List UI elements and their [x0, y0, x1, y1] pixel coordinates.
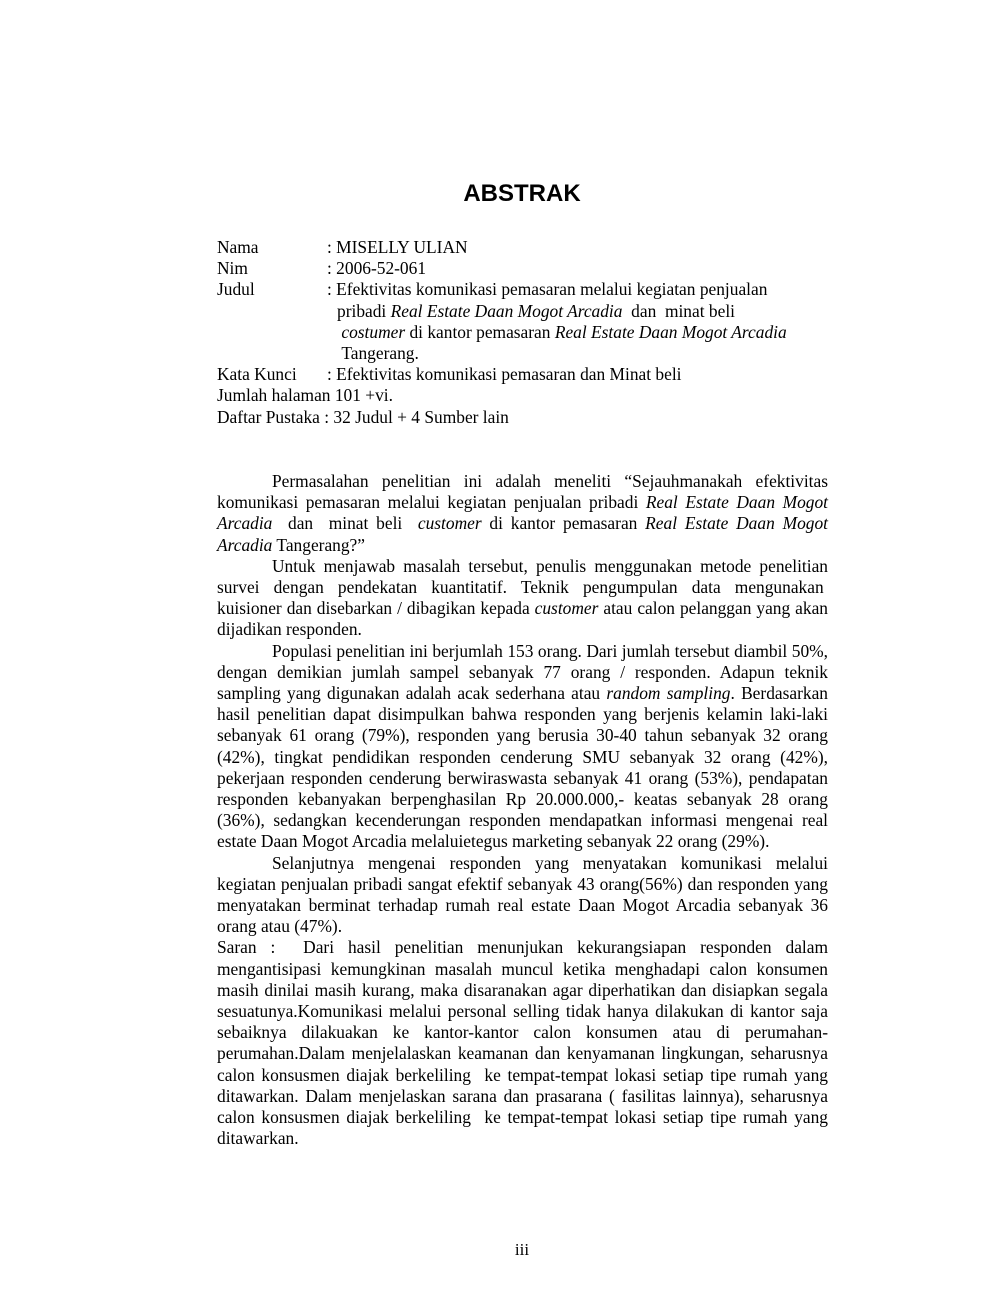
- paragraph-1: Permasalahan penelitian ini adalah meneliti “Sejauhmanakah efektivitas komunikasi pemasaran melalui kegiatan penjualan pribadi Real Estate Daan Mogot Arcadia dan minat beli customer di kantor pemasaran Real Estate Daan Mogot Arcadia Tangerang?”: [217, 471, 829, 555]
- kata-kunci-row: [217, 364, 837, 385]
- daftar-pustaka: [217, 407, 837, 428]
- paragraph-2: Untuk menjawab masalah tersebut, penulis menggunakan metode penelitian survei dengan pendekatan kuantitatif. Teknik pengumpulan data mengunakan kuisioner dan disebarkan / dibagikan kepada customer atau calon pelanggan yang akan dijadikan responden.: [217, 555, 828, 640]
- kata-kunci-value: : Efektivitas komunikasi pemasaran dan Minat beli: [327, 364, 682, 385]
- page-title: ABSTRAK: [463, 180, 581, 207]
- jumlah-halaman: [217, 385, 837, 406]
- saran-paragraph: Saran : Dari hasil penelitian menunjukan kekurangsiapan responden dalam mengantisipasi kemungkinan masalah muncul ketika menghadapi calon konsumen masih dinilai masih kurang, maka disaranakan agar diperhatikan dan disiapkan segala sesuatunya.Komunikasi melalui personal selling tidak hanya dilakukan di kantor saja sebaiknya dilakuakan ke kantor-kantor calon konsumen atau di perumahan-perumahan.Dalam menjelalaskan keamanan dan kenyamanan lingkungan, seharusnya calon konsusmen diajak berkeliling ke tempat-tempat lokasi setiap tipe rumah yang ditawarkan. Dalam menjelaskan sarana dan prasarana ( fasilitas lainnya), seharusnya calon konsusmen diajak berkeliling ke tempat-tempat lokasi setiap tipe rumah yang ditawarkan.: [217, 937, 828, 1149]
- nama-label: Nama: [217, 237, 259, 257]
- nim-row: [217, 258, 837, 279]
- judul-line-1: : Efektivitas komunikasi pemasaran melalui kegiatan penjualan: [327, 279, 768, 300]
- jumlah-halaman-text: Jumlah halaman 101 +vi.: [217, 385, 393, 406]
- paragraph-3: Populasi penelitian ini berjumlah 153 orang. Dari jumlah tersebut diambil 50%, dengan demikian jumlah sampel sebanyak 77 orang / responden. Adapun teknik sampling yang digunakan adalah acak sederhana atau random sampling. Berdasarkan hasil penelitian dapat disimpulkan bahwa responden yang berjenis kelamin laki-laki sebanyak 61 orang (79%), responden yang berusia 30-40 tahun sebanyak 32 orang (42%), tingkat pendidikan responden cenderung SMU sebanyak 32 orang (42%), pekerjaan responden cenderung berwiraswasta sebanyak 41 orang (53%), pendapatan responden kebanyakan berpenghasilan Rp 20.000.000,- keatas sebanyak 28 orang (36%), sedangkan kecenderungan responden mendapatkan informasi mengenai real estate Daan Mogot Arcadia melaluietegus marketing sebanyak 22 orang (29%).: [217, 640, 828, 852]
- judul-row: [217, 279, 837, 300]
- thesis-metadata: [217, 237, 837, 428]
- daftar-pustaka-text: Daftar Pustaka : 32 Judul + 4 Sumber lain: [217, 406, 509, 427]
- judul-row-4: [217, 343, 837, 364]
- abstract-body: [217, 471, 828, 1150]
- judul-line-3: costumer di kantor pemasaran Real Estate Daan Mogot Arcadia: [341, 321, 787, 342]
- judul-row-2: [217, 301, 837, 322]
- nim-value: : 2006-52-061: [327, 258, 427, 279]
- nama-value: : MISELLY ULIAN: [327, 237, 468, 257]
- judul-line-2: pribadi Real Estate Daan Mogot Arcadia dan minat beli: [337, 300, 735, 321]
- paragraph-4: Selanjutnya mengenai responden yang menyatakan komunikasi melalui kegiatan penjualan pribadi sangat efektif sebanyak 43 orang(56%) dan responden yang menyatakan berminat terhadap rumah real estate Daan Mogot Arcadia sebanyak 36 orang atau (47%).: [217, 852, 828, 937]
- kata-kunci-label: Kata Kunci: [217, 364, 297, 385]
- judul-line-4: Tangerang.: [337, 342, 419, 363]
- judul-row-3: [217, 322, 837, 343]
- judul-label: Judul: [217, 279, 255, 300]
- nama-row: [217, 237, 837, 258]
- nim-label: Nim: [217, 258, 248, 279]
- page-number: iii: [514, 1240, 530, 1259]
